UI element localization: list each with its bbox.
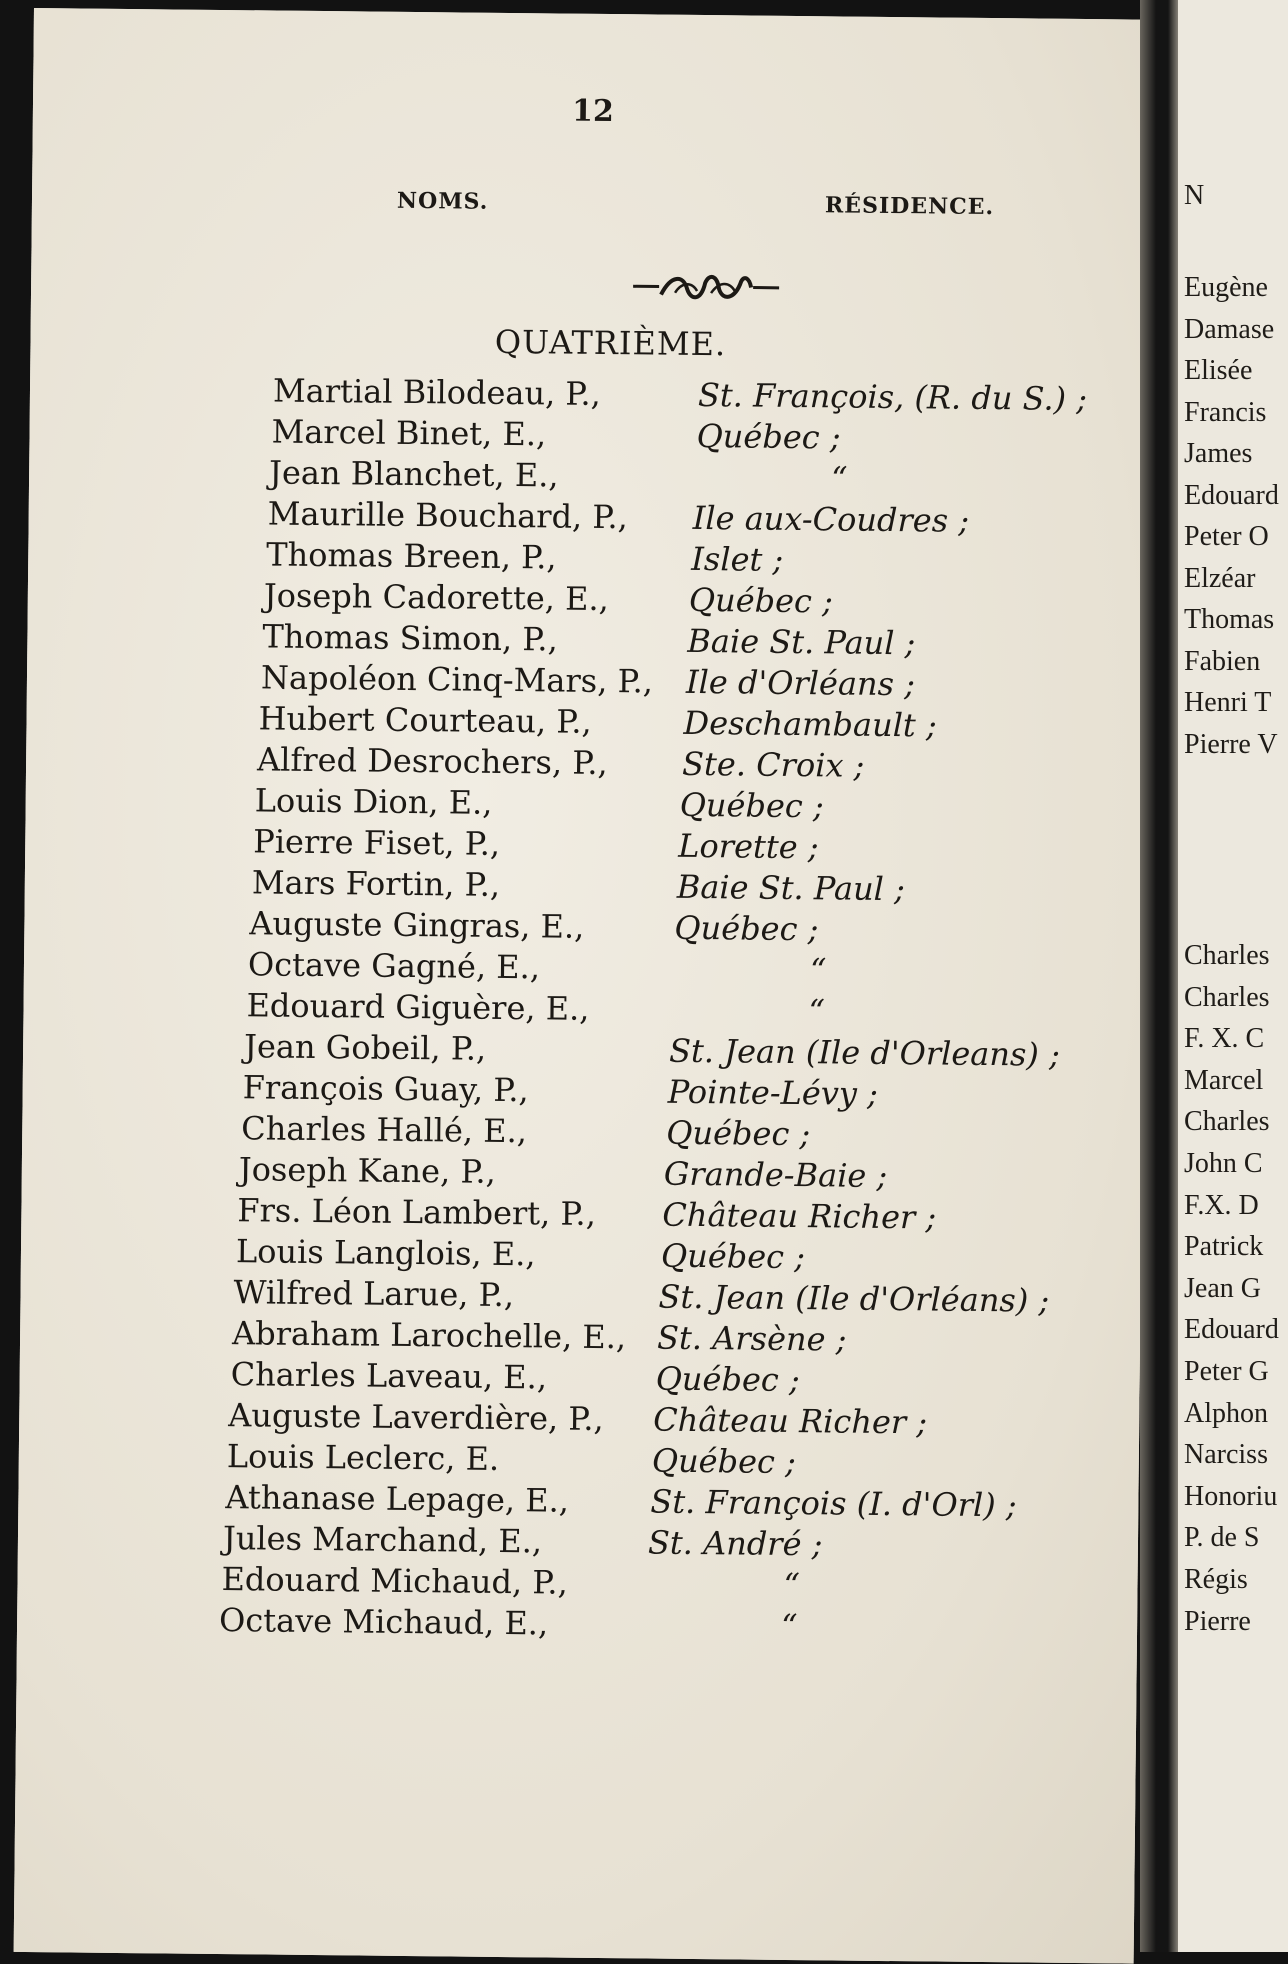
entries-list: [34, 8, 1154, 20]
entry-name: Maurille Bouchard, P.,: [268, 493, 628, 537]
facing-page-line: Charles: [1184, 982, 1270, 1014]
entry-name: Hubert Courteau, P.,: [258, 698, 592, 741]
entry-residence: Québec ;: [674, 908, 818, 950]
facing-page-line: P. de S: [1184, 1522, 1259, 1554]
book-page: [14, 8, 1154, 1964]
entry-name: Pierre Fiset, P.,: [253, 821, 500, 864]
facing-page-line: Peter G: [1184, 1356, 1269, 1388]
entry-name: Mars Fortin, P.,: [252, 862, 501, 905]
entry-name: Abraham Larochelle, E.,: [232, 1313, 626, 1357]
facing-page-line: F.X. D: [1184, 1190, 1259, 1222]
ornament-flourish-icon: [631, 268, 781, 306]
entry-residence: St. Jean (Ile d'Orleans) ;: [669, 1031, 1060, 1075]
entry-name: Jules Marchand, E.,: [223, 1518, 542, 1561]
entry-residence: Ste. Croix ;: [682, 744, 865, 786]
facing-page-line: James: [1184, 438, 1252, 470]
facing-page-line: Damase: [1184, 314, 1274, 346]
facing-page-line: Francis: [1184, 397, 1266, 429]
entry-name: Athanase Lepage, E.,: [225, 1477, 569, 1521]
entry-name: Thomas Breen, P.,: [266, 534, 557, 577]
facing-page-line: Honoriu: [1184, 1481, 1277, 1513]
facing-page-line: Peter O: [1184, 521, 1269, 553]
entry-name: Charles Laveau, E.,: [230, 1354, 547, 1397]
facing-page-header-fragment: N: [1184, 180, 1204, 212]
facing-page-line: Marcel: [1184, 1065, 1263, 1097]
entry-residence: Québec ;: [696, 416, 840, 458]
entry-name: Octave Michaud, E.,: [219, 1600, 548, 1643]
entry-residence: St. Jean (Ile d'Orléans) ;: [658, 1277, 1049, 1321]
entry-residence: St. André ;: [648, 1523, 823, 1565]
entry-residence: Québec ;: [655, 1359, 799, 1401]
facing-page-line: F. X. C: [1184, 1023, 1264, 1055]
facing-page-line: Edouard: [1184, 480, 1279, 512]
column-header-residence: RÉSIDENCE.: [825, 192, 994, 220]
facing-page-line: Eugène: [1184, 272, 1268, 304]
entry-residence: Islet ;: [691, 539, 783, 580]
entry-residence: Ile aux-Coudres ;: [692, 498, 969, 541]
facing-page-line: Elisée: [1184, 355, 1252, 387]
entry-residence: Ile d'Orléans ;: [686, 662, 915, 704]
entry-residence: Québec ;: [661, 1236, 805, 1278]
entry-residence: Deschambault ;: [683, 703, 937, 746]
facing-page-line: Pierre V: [1184, 729, 1278, 761]
entry-name: Louis Dion, E.,: [255, 780, 493, 822]
entry-residence: Québec ;: [666, 1113, 810, 1155]
entry-name: Jean Gobeil, P.,: [244, 1026, 486, 1069]
facing-page-line: Pierre: [1184, 1606, 1251, 1638]
facing-page-line: Jean G: [1184, 1273, 1261, 1305]
entry-name: Octave Gagné, E.,: [248, 944, 540, 987]
facing-page-line: Fabien: [1184, 646, 1260, 678]
entry-residence: Château Richer ;: [662, 1195, 936, 1238]
entry-name: Martial Bilodeau, P.,: [273, 371, 601, 414]
section-title: QUATRIÈME.: [30, 318, 1150, 368]
facing-page-line: Alphon: [1184, 1398, 1268, 1430]
entry-name: Alfred Desrochers, P.,: [257, 739, 608, 783]
facing-page-line: Edouard: [1184, 1314, 1279, 1346]
entry-residence: Grande-Baie ;: [664, 1154, 888, 1196]
entry-residence: Québec ;: [652, 1441, 796, 1483]
facing-page-line: Elzéar: [1184, 563, 1256, 595]
entry-residence: “: [831, 458, 848, 498]
entry-residence: Québec ;: [689, 580, 833, 622]
entry-residence: “: [808, 991, 825, 1031]
column-header-names: NOMS.: [397, 188, 489, 215]
entry-residence: Pointe-Lévy ;: [667, 1072, 878, 1114]
facing-page-line: Narciss: [1184, 1439, 1268, 1471]
page-number: 12: [33, 88, 1153, 135]
entry-name: Edouard Michaud, P.,: [221, 1559, 568, 1603]
entry-name: Edouard Giguère, E.,: [246, 985, 589, 1029]
entry-name: Jean Blanchet, E.,: [269, 452, 559, 495]
facing-page-line: Régis: [1184, 1564, 1248, 1596]
entry-residence: “: [783, 1565, 800, 1605]
entry-name: Joseph Kane, P.,: [239, 1149, 496, 1192]
entry-name: Napoléon Cinq-Mars, P.,: [261, 657, 653, 701]
entry-name: Joseph Cadorette, E.,: [264, 575, 609, 619]
book-gutter: [1140, 0, 1180, 1952]
facing-page-fragment: [1178, 0, 1288, 1952]
entry-name: Thomas Simon, P.,: [262, 616, 558, 659]
entry-residence: “: [781, 1606, 798, 1646]
entry-residence: Baie St. Paul ;: [687, 621, 915, 663]
facing-page-line: Patrick: [1184, 1231, 1263, 1263]
entry-name: Charles Hallé, E.,: [241, 1108, 527, 1151]
facing-page-line: Charles: [1184, 940, 1270, 972]
entry-residence: St. Arsène ;: [657, 1318, 847, 1360]
entry-residence: “: [810, 950, 827, 990]
facing-page-line: Charles: [1184, 1106, 1270, 1138]
entry-name: Frs. Léon Lambert, P.,: [237, 1190, 596, 1234]
facing-page-line: Henri T: [1184, 687, 1271, 719]
entry-residence: St. François (I. d'Orl) ;: [650, 1482, 1017, 1526]
entry-name: Louis Langlois, E.,: [236, 1231, 536, 1274]
entry-residence: St. François, (R. du S.) ;: [698, 375, 1087, 419]
facing-page-line: John C: [1184, 1148, 1263, 1180]
entry-residence: Québec ;: [679, 785, 823, 827]
entry-name: Auguste Laverdière, P.,: [228, 1395, 604, 1439]
entry-name: Marcel Binet, E.,: [271, 412, 546, 455]
entry-name: François Guay, P.,: [243, 1067, 529, 1110]
entry-name: Louis Leclerc, E.: [227, 1436, 500, 1479]
entry-residence: Château Richer ;: [653, 1400, 927, 1443]
entry-name: Auguste Gingras, E.,: [249, 903, 584, 947]
entry-residence: Lorette ;: [678, 826, 819, 867]
entry-name: Wilfred Larue, P.,: [233, 1272, 514, 1315]
facing-page-line: Thomas: [1184, 604, 1274, 636]
entry-residence: Baie St. Paul ;: [677, 867, 905, 909]
